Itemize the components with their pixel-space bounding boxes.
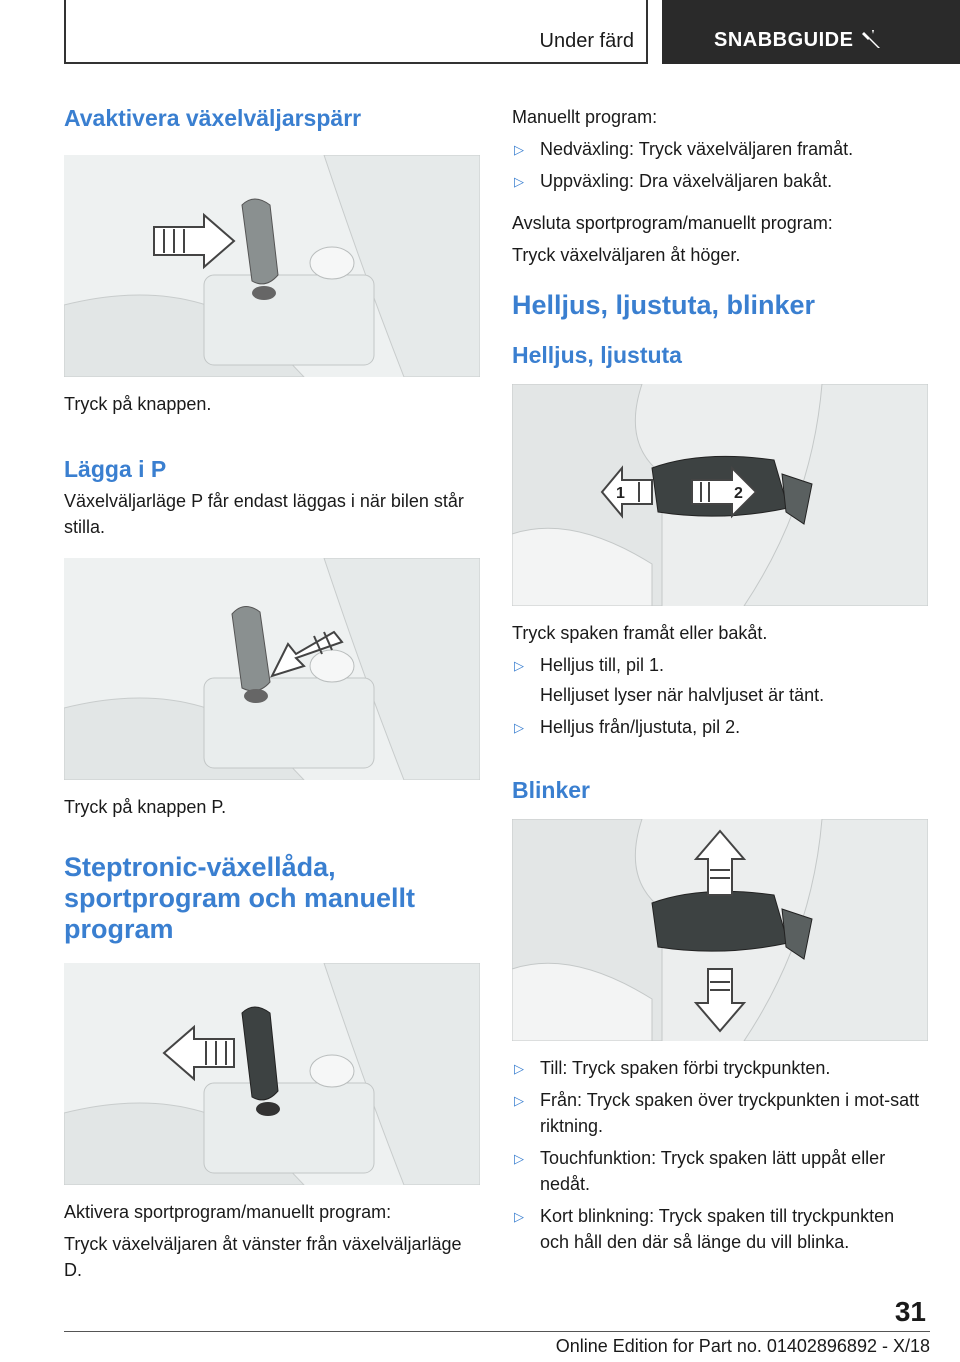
- list-item: ▷ Från: Tryck spaken över tryckpunkten i mot-satt riktning.: [514, 1089, 920, 1136]
- subsection-title-highbeam: Helljus, ljustuta: [512, 342, 682, 369]
- subsection-title-blinker: Blinker: [512, 776, 590, 803]
- arrow-label-1: 1: [616, 484, 625, 502]
- figure-highbeam: [512, 384, 928, 606]
- bullet-triangle-icon: ▷: [514, 1092, 524, 1108]
- list-item: ▷ Helljus till, pil 1.: [512, 652, 928, 678]
- left-column: [64, 100, 480, 1283]
- quickguide-tab-label: SNABBGUIDE: [714, 29, 854, 51]
- quickguide-icon: [860, 28, 882, 50]
- section-title-unlock: Avaktivera växelväljarspärr: [64, 105, 362, 131]
- list-item: ▷ Till: Tryck spaken förbi tryckpunkten.: [512, 1055, 928, 1081]
- list-item: ▷ Uppväxling: Dra växelväljaren bakåt.: [512, 168, 928, 194]
- caption-highbeam: Tryck spaken framåt eller bakåt.: [512, 622, 768, 643]
- section-title-steptronic: Steptronic-växellåda, sportprogram och manuellt program: [64, 851, 416, 944]
- bullet-triangle-icon: ▷: [514, 719, 524, 735]
- figure-shift-lock: [64, 155, 480, 377]
- figure-blinker: [512, 819, 928, 1041]
- bullet-triangle-icon: ▷: [514, 1060, 524, 1076]
- page-number: 31: [894, 1296, 926, 1327]
- arrow-label-2: 2: [734, 484, 743, 502]
- figure-steptronic: [64, 963, 480, 1185]
- end-program-text: Tryck växelväljaren åt höger.: [512, 245, 741, 265]
- bullet-triangle-icon: ▷: [514, 657, 524, 673]
- footer-edition: Online Edition for Part no. 01402896892 - X/18: [555, 1336, 930, 1356]
- header-section-box: [64, 0, 648, 64]
- header-section-title: Under färd: [539, 30, 634, 52]
- quickguide-tab[interactable]: [662, 0, 960, 64]
- list-item-note: Helljuset lyser när halvljuset är tänt.: [540, 684, 825, 705]
- list-item: ▷ Helljus från/ljustuta, pil 2.: [512, 714, 928, 740]
- manual-program-label: Manuellt program:: [512, 107, 658, 127]
- list-item: ▷ Nedväxling: Tryck växelväljaren framåt.: [512, 136, 928, 162]
- section-title-park: Lägga i P: [64, 455, 167, 482]
- caption-unlock: Tryck på knappen.: [64, 393, 212, 414]
- section-title-lights: Helljus, ljustuta, blinker: [512, 290, 816, 320]
- text-park: Växelväljarläge P får endast läggas i när bilen står stilla.: [64, 490, 464, 537]
- caption-park: Tryck på knappen P.: [64, 796, 227, 817]
- bullet-triangle-icon: ▷: [514, 174, 524, 189]
- list-item: ▷ Kort blinkning: Tryck spaken till tryckpunkten och håll den där så länge du vill blinka.: [514, 1205, 895, 1252]
- list-item: ▷ Touchfunktion: Tryck spaken lätt uppåt eller nedåt.: [514, 1147, 886, 1194]
- right-column: [512, 100, 928, 1255]
- bullet-triangle-icon: ▷: [514, 1150, 524, 1166]
- end-program-label: Avsluta sportprogram/manuellt program:: [512, 213, 833, 233]
- bullet-triangle-icon: ▷: [514, 142, 524, 157]
- footer-divider: [64, 1331, 930, 1332]
- bullet-triangle-icon: ▷: [514, 1208, 524, 1224]
- caption-steptronic-2: Tryck växelväljaren åt vänster från växelväljarläge D.: [64, 1233, 462, 1280]
- caption-steptronic-1: Aktivera sportprogram/manuellt program:: [64, 1201, 392, 1222]
- figure-park-button: [64, 558, 480, 780]
